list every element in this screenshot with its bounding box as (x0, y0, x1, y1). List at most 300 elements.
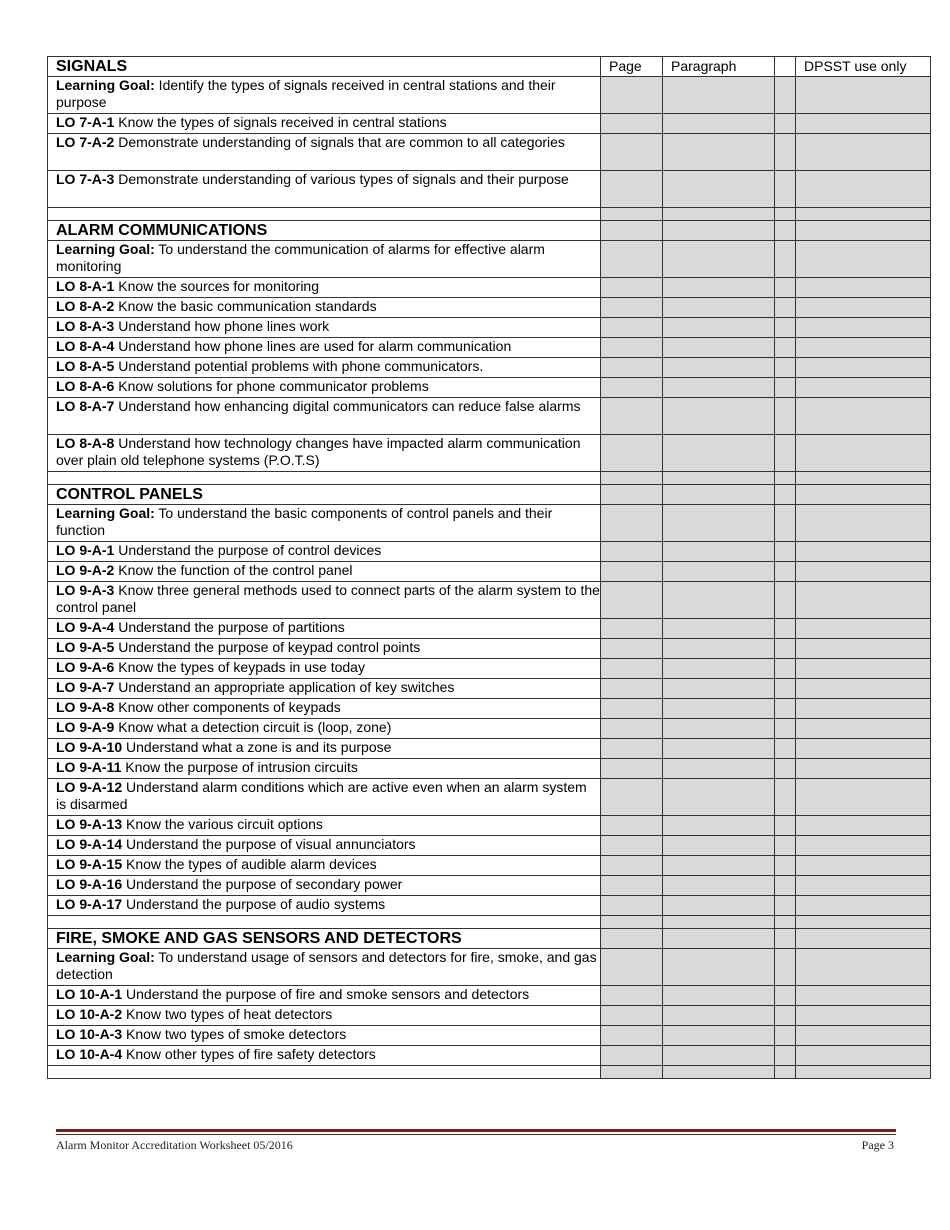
page-cell[interactable] (601, 1006, 663, 1026)
dpsst-cell[interactable] (796, 562, 931, 582)
objective-label: LO 8-A-7 (56, 398, 115, 414)
spacer-cell[interactable] (775, 779, 796, 816)
objective-label: LO 8-A-8 (56, 435, 115, 451)
paragraph-cell[interactable] (663, 472, 775, 485)
objective-label: LO 9-A-14 (56, 836, 123, 852)
objective-cell (48, 1046, 601, 1066)
objective-label: LO 10-A-4 (56, 1046, 123, 1062)
objective-label: LO 9-A-9 (56, 719, 115, 735)
spacer-cell[interactable] (775, 896, 796, 916)
objective-row (48, 896, 931, 916)
paragraph-cell[interactable] (663, 398, 775, 435)
footer-rule-thin (56, 1134, 896, 1135)
page-cell[interactable] (601, 679, 663, 699)
spacer-cell[interactable] (775, 134, 796, 171)
paragraph-cell[interactable] (663, 582, 775, 619)
objective-label: LO 9-A-8 (56, 699, 115, 715)
dpsst-cell[interactable] (796, 896, 931, 916)
objective-row (48, 114, 931, 134)
objective-cell (48, 318, 601, 338)
footer-document-title: Alarm Monitor Accreditation Worksheet 05/2016 (56, 1138, 293, 1152)
paragraph-cell[interactable] (663, 759, 775, 779)
page-cell[interactable] (601, 699, 663, 719)
blank-row (48, 1066, 931, 1079)
page-cell[interactable] (601, 278, 663, 298)
page-cell[interactable] (601, 398, 663, 435)
paragraph-cell[interactable] (663, 1046, 775, 1066)
paragraph-cell[interactable] (663, 986, 775, 1006)
spacer-cell[interactable] (775, 114, 796, 134)
objective-label: LO 9-A-7 (56, 679, 115, 695)
paragraph-cell[interactable] (663, 619, 775, 639)
page-cell[interactable] (601, 876, 663, 896)
dpsst-cell[interactable] (796, 876, 931, 896)
objective-text: Know the types of signals received in central stations (114, 114, 447, 130)
objective-text: To understand the basic components of control panels and their function (56, 505, 553, 538)
objective-text: Know two types of smoke detectors (122, 1026, 347, 1042)
page-cell[interactable] (601, 1026, 663, 1046)
objective-cell (48, 582, 601, 619)
dpsst-cell[interactable] (796, 221, 931, 241)
objective-row (48, 659, 931, 679)
paragraph-cell[interactable] (663, 241, 775, 278)
dpsst-cell[interactable] (796, 836, 931, 856)
objective-row (48, 77, 931, 114)
page-cell[interactable] (601, 221, 663, 241)
objective-label: LO 9-A-5 (56, 639, 115, 655)
objective-cell (48, 699, 601, 719)
objective-label: LO 7-A-1 (56, 114, 115, 130)
spacer-cell[interactable] (775, 472, 796, 485)
dpsst-cell[interactable] (796, 639, 931, 659)
objective-cell (48, 619, 601, 639)
dpsst-cell[interactable] (796, 986, 931, 1006)
objective-cell (48, 639, 601, 659)
objective-text: Know solutions for phone communicator problems (114, 378, 429, 394)
objective-label: LO 9-A-17 (56, 896, 123, 912)
column-header-page: Page (601, 57, 663, 77)
paragraph-cell[interactable] (663, 816, 775, 836)
page-cell[interactable] (601, 505, 663, 542)
spacer-cell[interactable] (775, 916, 796, 929)
objective-label: Learning Goal: (56, 505, 155, 521)
dpsst-cell[interactable] (796, 856, 931, 876)
paragraph-cell[interactable] (663, 378, 775, 398)
dpsst-cell[interactable] (796, 699, 931, 719)
blank-cell (48, 472, 601, 485)
spacer-cell[interactable] (775, 856, 796, 876)
objective-cell (48, 949, 601, 986)
dpsst-cell[interactable] (796, 472, 931, 485)
objective-row (48, 986, 931, 1006)
dpsst-cell[interactable] (796, 759, 931, 779)
spacer-cell[interactable] (775, 1046, 796, 1066)
paragraph-cell[interactable] (663, 659, 775, 679)
objective-cell (48, 986, 601, 1006)
dpsst-cell[interactable] (796, 679, 931, 699)
page-cell[interactable] (601, 639, 663, 659)
objective-cell (48, 816, 601, 836)
objective-cell (48, 679, 601, 699)
spacer-cell[interactable] (775, 836, 796, 856)
spacer-cell[interactable] (775, 318, 796, 338)
objective-cell (48, 562, 601, 582)
dpsst-cell[interactable] (796, 929, 931, 949)
objective-text: Understand alarm conditions which are active even when an alarm system is disarmed (56, 779, 587, 812)
page-cell[interactable] (601, 659, 663, 679)
page-cell[interactable] (601, 719, 663, 739)
dpsst-cell[interactable] (796, 505, 931, 542)
spacer-cell[interactable] (775, 398, 796, 435)
dpsst-cell[interactable] (796, 659, 931, 679)
objective-label: LO 9-A-4 (56, 619, 115, 635)
page-cell[interactable] (601, 358, 663, 378)
objective-cell (48, 876, 601, 896)
spacer-cell[interactable] (775, 699, 796, 719)
dpsst-cell[interactable] (796, 485, 931, 505)
page-cell[interactable] (601, 582, 663, 619)
paragraph-cell[interactable] (663, 679, 775, 699)
objective-text: Know other types of fire safety detectors (122, 1046, 376, 1062)
objective-row (48, 358, 931, 378)
dpsst-cell[interactable] (796, 241, 931, 278)
page-cell[interactable] (601, 856, 663, 876)
objective-label: LO 9-A-12 (56, 779, 123, 795)
objective-row (48, 338, 931, 358)
paragraph-cell[interactable] (663, 1026, 775, 1046)
objective-text: Understand what a zone is and its purpose (122, 739, 392, 755)
spacer-cell[interactable] (775, 876, 796, 896)
dpsst-cell[interactable] (796, 719, 931, 739)
objective-cell (48, 779, 601, 816)
objective-row (48, 699, 931, 719)
paragraph-cell[interactable] (663, 298, 775, 318)
spacer-cell[interactable] (775, 171, 796, 208)
page-cell[interactable] (601, 779, 663, 816)
objective-label: LO 8-A-1 (56, 278, 115, 294)
dpsst-cell[interactable] (796, 134, 931, 171)
objective-label: Learning Goal: (56, 241, 155, 257)
spacer-cell[interactable] (775, 241, 796, 278)
dpsst-cell[interactable] (796, 816, 931, 836)
objective-text: Understand how enhancing digital communicators can reduce false alarms (114, 398, 581, 414)
page-cell[interactable] (601, 1046, 663, 1066)
objective-label: LO 8-A-3 (56, 318, 115, 334)
objective-text: Understand how phone lines work (114, 318, 330, 334)
dpsst-cell[interactable] (796, 779, 931, 816)
objective-label: LO 10-A-2 (56, 1006, 123, 1022)
dpsst-cell[interactable] (796, 77, 931, 114)
blank-row (48, 472, 931, 485)
paragraph-cell[interactable] (663, 1066, 775, 1079)
objective-label: LO 7-A-2 (56, 134, 115, 150)
dpsst-cell[interactable] (796, 1026, 931, 1046)
dpsst-cell[interactable] (796, 949, 931, 986)
spacer-cell[interactable] (775, 505, 796, 542)
objective-row (48, 505, 931, 542)
spacer-cell[interactable] (775, 582, 796, 619)
objective-cell (48, 278, 601, 298)
objective-label: LO 9-A-11 (56, 759, 122, 775)
objective-cell (48, 171, 601, 208)
objective-cell (48, 1006, 601, 1026)
paragraph-cell[interactable] (663, 134, 775, 171)
page-cell[interactable] (601, 435, 663, 472)
dpsst-cell[interactable] (796, 338, 931, 358)
blank-cell (48, 916, 601, 929)
spacer-cell[interactable] (775, 1066, 796, 1079)
spacer-cell[interactable] (775, 986, 796, 1006)
objective-label: LO 10-A-1 (56, 986, 123, 1002)
dpsst-cell[interactable] (796, 171, 931, 208)
paragraph-cell[interactable] (663, 77, 775, 114)
section-title: FIRE, SMOKE AND GAS SENSORS AND DETECTORS (48, 929, 601, 949)
paragraph-cell[interactable] (663, 856, 775, 876)
page-cell[interactable] (601, 1066, 663, 1079)
paragraph-cell[interactable] (663, 916, 775, 929)
page-cell[interactable] (601, 816, 663, 836)
paragraph-cell[interactable] (663, 278, 775, 298)
paragraph-cell[interactable] (663, 435, 775, 472)
page-cell[interactable] (601, 241, 663, 278)
objective-row (48, 298, 931, 318)
dpsst-cell[interactable] (796, 619, 931, 639)
objective-row (48, 836, 931, 856)
page-cell[interactable] (601, 836, 663, 856)
objective-row (48, 582, 931, 619)
objective-row (48, 639, 931, 659)
objective-label: LO 10-A-3 (56, 1026, 123, 1042)
spacer-cell[interactable] (775, 639, 796, 659)
paragraph-cell[interactable] (663, 208, 775, 221)
spacer-cell[interactable] (775, 378, 796, 398)
dpsst-cell[interactable] (796, 114, 931, 134)
objective-row (48, 241, 931, 278)
section-title: SIGNALS (48, 57, 601, 77)
paragraph-cell[interactable] (663, 358, 775, 378)
spacer-cell[interactable] (775, 1006, 796, 1026)
spacer-cell[interactable] (775, 759, 796, 779)
page-cell[interactable] (601, 929, 663, 949)
page-cell[interactable] (601, 986, 663, 1006)
objective-cell (48, 719, 601, 739)
paragraph-cell[interactable] (663, 505, 775, 542)
objective-label: LO 9-A-2 (56, 562, 115, 578)
section-header-row (48, 485, 931, 505)
objective-text: Know the basic communication standards (114, 298, 377, 314)
paragraph-cell[interactable] (663, 739, 775, 759)
spacer-cell[interactable] (775, 619, 796, 639)
objective-row (48, 542, 931, 562)
objective-cell (48, 134, 601, 171)
objective-cell (48, 241, 601, 278)
paragraph-cell[interactable] (663, 562, 775, 582)
objective-text: Know the types of audible alarm devices (122, 856, 377, 872)
page-cell[interactable] (601, 896, 663, 916)
spacer-cell[interactable] (775, 208, 796, 221)
objective-label: LO 7-A-3 (56, 171, 115, 187)
objective-text: Demonstrate understanding of various types of signals and their purpose (114, 171, 569, 187)
paragraph-cell[interactable] (663, 114, 775, 134)
dpsst-cell[interactable] (796, 208, 931, 221)
objective-cell (48, 378, 601, 398)
objective-row (48, 619, 931, 639)
objective-cell (48, 1026, 601, 1046)
page-cell[interactable] (601, 739, 663, 759)
objective-row (48, 759, 931, 779)
section-title: ALARM COMMUNICATIONS (48, 221, 601, 241)
section-header-row (48, 929, 931, 949)
paragraph-cell[interactable] (663, 318, 775, 338)
spacer-cell[interactable] (775, 77, 796, 114)
dpsst-cell[interactable] (796, 542, 931, 562)
section-header-row (48, 221, 931, 241)
objective-label: LO 9-A-16 (56, 876, 123, 892)
page-cell[interactable] (601, 134, 663, 171)
paragraph-cell[interactable] (663, 699, 775, 719)
page-cell[interactable] (601, 562, 663, 582)
page-cell[interactable] (601, 378, 663, 398)
page-cell[interactable] (601, 472, 663, 485)
objective-row (48, 856, 931, 876)
objective-text: Know what a detection circuit is (loop, zone) (114, 719, 392, 735)
page-cell[interactable] (601, 916, 663, 929)
dpsst-cell[interactable] (796, 358, 931, 378)
worksheet-table (47, 56, 931, 1079)
page-cell[interactable] (601, 759, 663, 779)
spacer-cell[interactable] (775, 338, 796, 358)
objective-cell (48, 298, 601, 318)
objective-row (48, 134, 931, 171)
spacer-cell[interactable] (775, 929, 796, 949)
objective-text: Understand the purpose of keypad control points (114, 639, 421, 655)
spacer-cell[interactable] (775, 358, 796, 378)
objective-row (48, 398, 931, 435)
dpsst-cell[interactable] (796, 378, 931, 398)
section-header-row (48, 57, 931, 77)
objective-label: LO 9-A-1 (56, 542, 115, 558)
objective-label: LO 9-A-15 (56, 856, 123, 872)
paragraph-cell[interactable] (663, 896, 775, 916)
paragraph-cell[interactable] (663, 949, 775, 986)
objective-text: Know the purpose of intrusion circuits (121, 759, 358, 775)
spacer-cell[interactable] (775, 278, 796, 298)
page-cell[interactable] (601, 619, 663, 639)
spacer-cell[interactable] (775, 221, 796, 241)
paragraph-cell[interactable] (663, 929, 775, 949)
objective-cell (48, 896, 601, 916)
objective-label: LO 9-A-10 (56, 739, 123, 755)
objective-row (48, 1026, 931, 1046)
paragraph-cell[interactable] (663, 836, 775, 856)
objective-text: Demonstrate understanding of signals that are common to all categories (114, 134, 565, 150)
spacer-cell[interactable] (775, 659, 796, 679)
dpsst-cell[interactable] (796, 278, 931, 298)
paragraph-cell[interactable] (663, 719, 775, 739)
page-cell[interactable] (601, 171, 663, 208)
objective-cell (48, 338, 601, 358)
paragraph-cell[interactable] (663, 338, 775, 358)
objective-text: Understand how technology changes have impacted alarm communication over plain old telephone systems (P.O.T.S) (56, 435, 581, 468)
objective-label: LO 9-A-13 (56, 816, 123, 832)
paragraph-cell[interactable] (663, 639, 775, 659)
dpsst-cell[interactable] (796, 582, 931, 619)
page-cell[interactable] (601, 949, 663, 986)
objective-text: Know the types of keypads in use today (114, 659, 365, 675)
page-cell[interactable] (601, 338, 663, 358)
paragraph-cell[interactable] (663, 221, 775, 241)
footer-page-number: Page 3 (861, 1138, 894, 1152)
spacer-cell[interactable] (775, 298, 796, 318)
objective-cell (48, 358, 601, 378)
page-cell[interactable] (601, 77, 663, 114)
spacer-cell[interactable] (775, 739, 796, 759)
spacer-cell[interactable] (775, 816, 796, 836)
objective-label: LO 8-A-2 (56, 298, 115, 314)
section-title: CONTROL PANELS (48, 485, 601, 505)
dpsst-cell[interactable] (796, 1046, 931, 1066)
blank-cell (48, 208, 601, 221)
spacer-cell[interactable] (775, 949, 796, 986)
objective-label: LO 8-A-6 (56, 378, 115, 394)
dpsst-cell[interactable] (796, 916, 931, 929)
spacer-cell[interactable] (775, 485, 796, 505)
objective-label: LO 8-A-4 (56, 338, 115, 354)
objective-text: Know three general methods used to connect parts of the alarm system to the control panel (56, 582, 600, 615)
objective-cell (48, 759, 601, 779)
page-cell[interactable] (601, 208, 663, 221)
paragraph-cell[interactable] (663, 171, 775, 208)
dpsst-cell[interactable] (796, 1006, 931, 1026)
objective-cell (48, 435, 601, 472)
objective-row (48, 816, 931, 836)
paragraph-cell[interactable] (663, 876, 775, 896)
paragraph-cell[interactable] (663, 779, 775, 816)
paragraph-cell[interactable] (663, 485, 775, 505)
spacer-cell[interactable] (775, 719, 796, 739)
dpsst-cell[interactable] (796, 1066, 931, 1079)
paragraph-cell[interactable] (663, 542, 775, 562)
page-cell[interactable] (601, 114, 663, 134)
objective-text: Know other components of keypads (114, 699, 341, 715)
objective-text: Understand the purpose of secondary power (122, 876, 403, 892)
dpsst-cell[interactable] (796, 318, 931, 338)
page-cell[interactable] (601, 485, 663, 505)
spacer-cell[interactable] (775, 679, 796, 699)
spacer-cell[interactable] (775, 435, 796, 472)
objective-text: Know the various circuit options (122, 816, 323, 832)
dpsst-cell[interactable] (796, 739, 931, 759)
page-cell[interactable] (601, 542, 663, 562)
spacer-cell[interactable] (775, 562, 796, 582)
blank-row (48, 208, 931, 221)
spacer-cell[interactable] (775, 1026, 796, 1046)
dpsst-cell[interactable] (796, 435, 931, 472)
paragraph-cell[interactable] (663, 1006, 775, 1026)
objective-row (48, 876, 931, 896)
objective-text: Know the function of the control panel (114, 562, 353, 578)
objective-text: Know the sources for monitoring (114, 278, 319, 294)
page-cell[interactable] (601, 318, 663, 338)
objective-row (48, 318, 931, 338)
worksheet-body (48, 57, 931, 1079)
page-cell[interactable] (601, 298, 663, 318)
objective-cell (48, 505, 601, 542)
dpsst-cell[interactable] (796, 298, 931, 318)
dpsst-cell[interactable] (796, 398, 931, 435)
spacer-cell[interactable] (775, 542, 796, 562)
objective-row (48, 719, 931, 739)
